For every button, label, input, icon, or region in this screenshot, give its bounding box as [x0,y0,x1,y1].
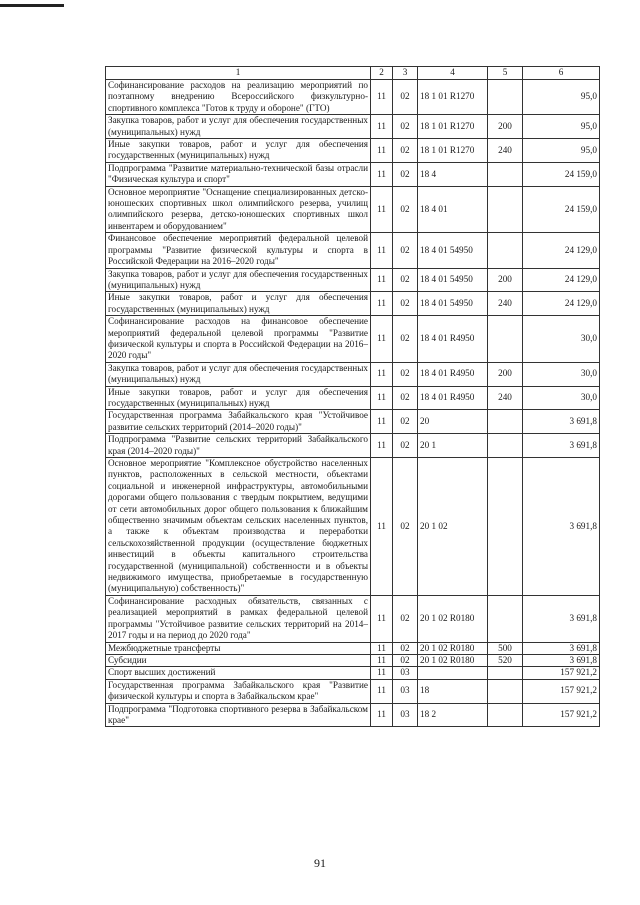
header-cell: 1 [106,67,371,80]
subsection-code: 02 [393,316,418,363]
section-code: 11 [371,186,393,233]
expense-type-code: 200 [488,115,523,139]
subsection-code: 02 [393,292,418,316]
target-article-code: 18 1 01 R1270 [418,139,488,163]
table-row [106,80,600,115]
amount: 24 129,0 [523,268,600,292]
row-name: Государственная программа Забайкальского края "Развитие физической культуры и спорта в Забайкальском крае" [106,679,371,703]
amount: 95,0 [523,115,600,139]
expense-type-code [488,316,523,363]
target-article-code [418,667,488,679]
subsection-code: 02 [393,434,418,458]
target-article-code: 18 4 01 54950 [418,268,488,292]
amount: 3 691,8 [523,654,600,666]
target-article-code: 20 1 [418,434,488,458]
row-name: Спорт высших достижений [106,667,371,679]
table-row [106,292,600,316]
target-article-code: 20 1 02 R0180 [418,642,488,654]
table-row [106,362,600,386]
row-name: Софинансирование расходов на финансовое обеспечение мероприятий федеральной целевой программы "Развитие физической культуры и спорта в Российской Федерации на 2016–2020 годы" [106,316,371,363]
row-name: Основное мероприятие "Оснащение специализированных детско-юношеских спортивных школ олимпийского резерва, училищ олимпийского резерва, детско-юношеских спортивных школ инвентарем и оборудованием" [106,186,371,233]
expense-type-code: 240 [488,386,523,410]
page-number: 91 [314,856,326,870]
row-name: Основное мероприятие "Комплексное обустройство населенных пунктов, расположенных в сельской местности, объектами социальной и инженерной инфраструктуры, автомобильными дорогами общего пользования с твердым покрытием, ведущими от сети автомобильных дорог общего пользования к ближайшим общественно значимым объектам сельских населенных пунктов, а также к объектам производства и переработки сельскохозяйственной продукции (осуществление бюджетных инвестиций в объекты капитального строительства государственной (муниципальной) собственности и в объекты недвижимого имущества, приобретаемые в государственную (муниципальную) собственность)" [106,458,371,596]
subsection-code: 02 [393,233,418,268]
expense-type-code: 520 [488,654,523,666]
subsection-code: 02 [393,80,418,115]
table-row [106,667,600,679]
expense-type-code: 500 [488,642,523,654]
subsection-code: 02 [393,642,418,654]
header-cell: 5 [488,67,523,80]
expense-type-code [488,186,523,233]
subsection-code: 02 [393,162,418,186]
row-name: Субсидии [106,654,371,666]
target-article-code: 18 [418,679,488,703]
subsection-code: 03 [393,703,418,727]
row-name: Софинансирование расходных обязательств, связанных с реализацией мероприятий в рамках федеральной целевой программы "Устойчивое развитие сельских территорий на 2014–2017 годы и на период до 2020 года" [106,595,371,642]
row-name: Иные закупки товаров, работ и услуг для обеспечения государственных (муниципальных) нужд [106,292,371,316]
table-row [106,654,600,666]
row-name: Подпрограмма "Развитие материально-технической базы отрасли "Физическая культура и спорт" [106,162,371,186]
section-code: 11 [371,654,393,666]
subsection-code: 02 [393,595,418,642]
section-code: 11 [371,115,393,139]
row-name: Межбюджетные трансферты [106,642,371,654]
expense-type-code [488,434,523,458]
budget-table [105,66,600,727]
amount: 3 691,8 [523,458,600,596]
amount: 157 921,2 [523,703,600,727]
table-row [106,162,600,186]
target-article-code: 18 4 01 R4950 [418,316,488,363]
subsection-code: 03 [393,679,418,703]
section-code: 11 [371,233,393,268]
section-code: 11 [371,139,393,163]
amount: 3 691,8 [523,410,600,434]
subsection-code: 02 [393,268,418,292]
subsection-code: 02 [393,115,418,139]
amount: 24 129,0 [523,233,600,268]
table-row [106,268,600,292]
amount: 30,0 [523,362,600,386]
row-name: Закупка товаров, работ и услуг для обеспечения государственных (муниципальных) нужд [106,362,371,386]
expense-type-code: 240 [488,139,523,163]
amount: 95,0 [523,80,600,115]
section-code: 11 [371,362,393,386]
target-article-code: 18 4 [418,162,488,186]
table-row [106,115,600,139]
table-row [106,139,600,163]
amount: 157 921,2 [523,679,600,703]
subsection-code: 02 [393,386,418,410]
table-row [106,642,600,654]
table-row [106,386,600,410]
subsection-code: 02 [393,654,418,666]
subsection-code: 02 [393,139,418,163]
table-row [106,703,600,727]
expense-type-code: 240 [488,292,523,316]
target-article-code: 20 1 02 R0180 [418,595,488,642]
header-cell: 2 [371,67,393,80]
section-code: 11 [371,410,393,434]
target-article-code: 18 4 01 [418,186,488,233]
target-article-code: 18 4 01 54950 [418,292,488,316]
target-article-code: 18 1 01 R1270 [418,115,488,139]
target-article-code: 18 2 [418,703,488,727]
expense-type-code [488,679,523,703]
subsection-code: 02 [393,186,418,233]
target-article-code: 20 1 02 R0180 [418,654,488,666]
table-row [106,410,600,434]
subsection-code: 02 [393,410,418,434]
section-code: 11 [371,595,393,642]
target-article-code: 20 1 02 [418,458,488,596]
table-row [106,233,600,268]
expense-type-code [488,458,523,596]
target-article-code: 20 [418,410,488,434]
row-name: Софинансирование расходов на реализацию мероприятий по поэтапному внедрению Всероссийского физкультурно-спортивного комплекса "Готов к труду и обороне" (ГТО) [106,80,371,115]
amount: 3 691,8 [523,642,600,654]
header-cell: 4 [418,67,488,80]
amount: 157 921,2 [523,667,600,679]
amount: 24 129,0 [523,292,600,316]
section-code: 11 [371,642,393,654]
target-article-code: 18 4 01 54950 [418,233,488,268]
section-code: 11 [371,667,393,679]
expense-type-code [488,595,523,642]
row-name: Финансовое обеспечение мероприятий федеральной целевой программы "Развитие физической культуры и спорта в Российской Федерации на 2016–2020 годы" [106,233,371,268]
section-code: 11 [371,162,393,186]
expense-type-code [488,162,523,186]
section-code: 11 [371,458,393,596]
top-rule [0,4,64,7]
expense-type-code [488,233,523,268]
amount: 3 691,8 [523,434,600,458]
amount: 24 159,0 [523,162,600,186]
row-name: Закупка товаров, работ и услуг для обеспечения государственных (муниципальных) нужд [106,115,371,139]
amount: 30,0 [523,316,600,363]
section-code: 11 [371,316,393,363]
amount: 3 691,8 [523,595,600,642]
row-name: Иные закупки товаров, работ и услуг для обеспечения государственных (муниципальных) нужд [106,139,371,163]
row-name: Государственная программа Забайкальского края "Устойчивое развитие сельских территорий (2014–2020 годы)" [106,410,371,434]
table-row [106,595,600,642]
expense-type-code: 200 [488,268,523,292]
subsection-code: 02 [393,362,418,386]
expense-type-code [488,410,523,434]
table-header-row [106,67,600,80]
table-row [106,458,600,596]
section-code: 11 [371,268,393,292]
section-code: 11 [371,679,393,703]
target-article-code: 18 4 01 R4950 [418,386,488,410]
expense-type-code [488,80,523,115]
amount: 95,0 [523,139,600,163]
table-row [106,434,600,458]
section-code: 11 [371,386,393,410]
section-code: 11 [371,434,393,458]
table-row [106,186,600,233]
header-cell: 6 [523,67,600,80]
section-code: 11 [371,703,393,727]
amount: 24 159,0 [523,186,600,233]
row-name: Закупка товаров, работ и услуг для обеспечения государственных (муниципальных) нужд [106,268,371,292]
target-article-code: 18 4 01 R4950 [418,362,488,386]
header-cell: 3 [393,67,418,80]
amount: 30,0 [523,386,600,410]
section-code: 11 [371,292,393,316]
subsection-code: 02 [393,458,418,596]
row-name: Подпрограмма "Подготовка спортивного резерва в Забайкальском крае" [106,703,371,727]
section-code: 11 [371,80,393,115]
expense-type-code [488,703,523,727]
subsection-code: 03 [393,667,418,679]
expense-type-code [488,667,523,679]
target-article-code: 18 1 01 R1270 [418,80,488,115]
table-row [106,316,600,363]
row-name: Подпрограмма "Развитие сельских территорий Забайкальского края (2014–2020 годы)" [106,434,371,458]
table-row [106,679,600,703]
row-name: Иные закупки товаров, работ и услуг для обеспечения государственных (муниципальных) нужд [106,386,371,410]
expense-type-code: 200 [488,362,523,386]
